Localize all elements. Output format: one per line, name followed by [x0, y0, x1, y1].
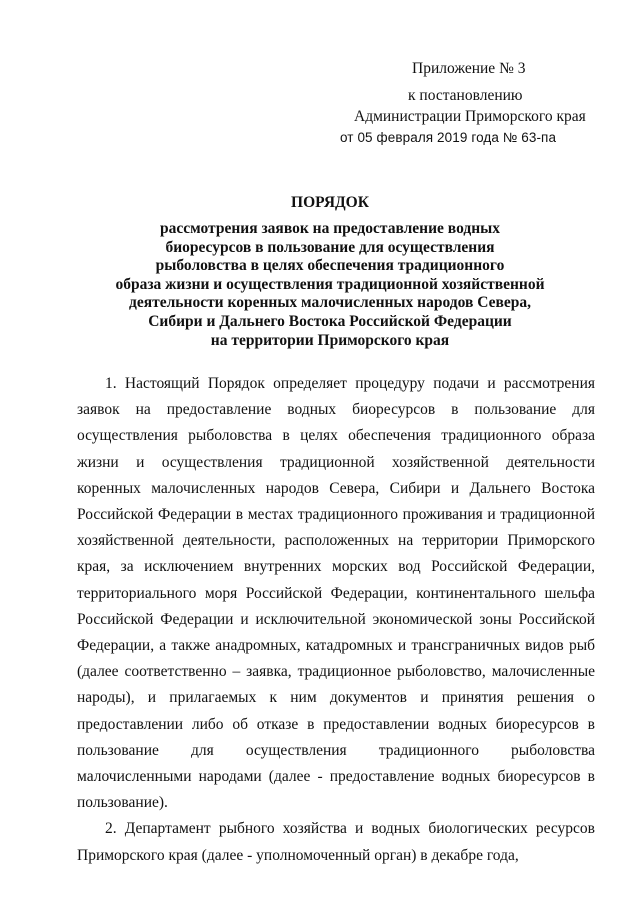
- paragraph-1: 1. Настоящий Порядок определяет процедуру подачи и рассмотрения заявок на предоставление водных биоресурсов в пользование для осуществления рыболовства в целях обеспечения традиционного образа жизни и осуществления традиционной хозяйственной деятельности коренных малочисленных народов Севера, Сибири и Дальнего Востока Российской Федерации в местах традиционного проживания и традиционной хозяйственной деятельности, расположенных на территории Приморского края, за исключением внутренних морских вод Российской Федерации, территориального моря Российской Федерации, континентального шельфа Российской Федерации и исключительной экономической зоны Российской Федерации, а также анадромных, катадромных и трансграничных видов рыб (далее соответственно – заявка, традиционное рыболовство, малочисленные народы), и прилагаемых к ним документов и принятия решения о предоставлении либо об отказе в предоставлении водных биоресурсов в пользование для осуществления традиционного рыболовства малочисленными народами (далее - предоставление водных биоресурсов в пользование).: [77, 375, 595, 812]
- appendix-title: Приложение № 3: [412, 60, 526, 77]
- heading-line: рыболовства в целях обеспечения традиционного: [155, 257, 505, 275]
- heading-line: Сибири и Дальнего Востока Российской Федерации: [148, 312, 512, 330]
- heading-line: биоресурсов в пользование для осуществления: [165, 238, 495, 256]
- appendix-authority: Администрации Приморского края: [354, 108, 586, 125]
- heading-line: деятельности коренных малочисленных народов Севера,: [129, 294, 531, 312]
- heading-line: на территории Приморского края: [210, 331, 450, 349]
- document-title: ПОРЯДОК: [291, 194, 369, 211]
- appendix-date-line: от 05 февраля 2019 года № 63-па: [340, 130, 557, 145]
- document-heading: [100, 193, 560, 350]
- appendix-subtitle: к постановлению: [408, 87, 523, 104]
- paragraph-2: 2. Департамент рыбного хозяйства и водных биологических ресурсов Приморского края (далее - уполномоченный орган) в декабре года,: [77, 820, 595, 864]
- appendix-block: [340, 58, 602, 148]
- heading-line: образа жизни и осуществления традиционной хозяйственной: [115, 275, 545, 293]
- heading-line: рассмотрения заявок на предоставление водных: [160, 220, 500, 237]
- document-body: [77, 371, 595, 869]
